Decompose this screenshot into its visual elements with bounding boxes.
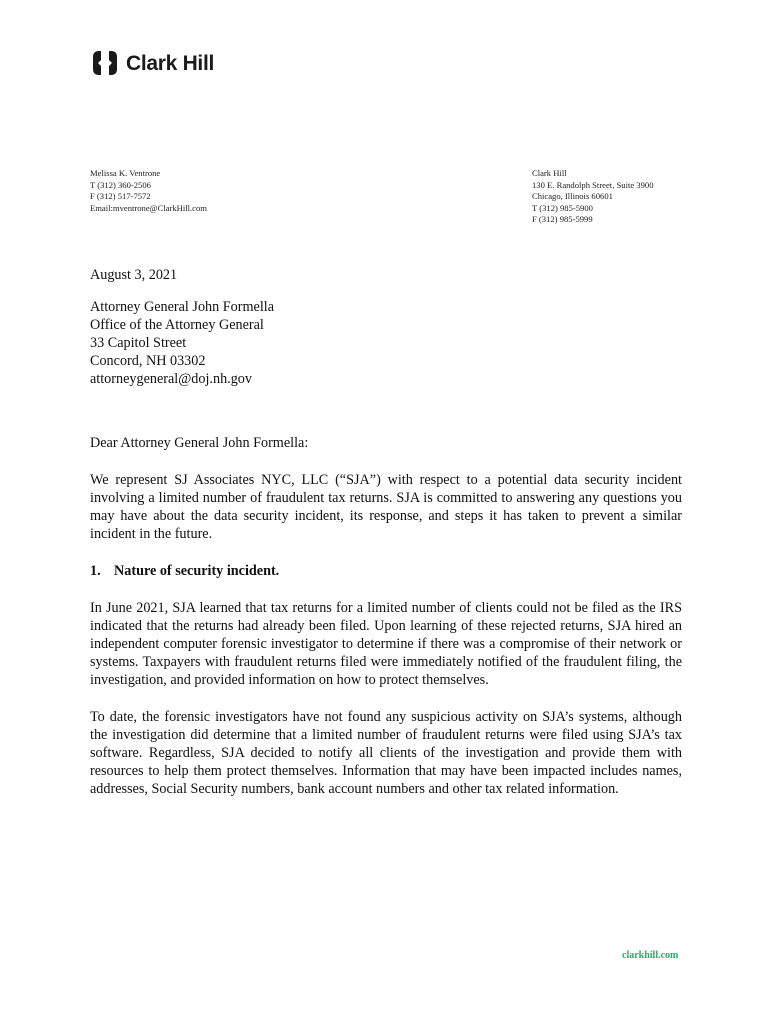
firm-phone: T (312) 985-5900: [532, 202, 593, 213]
section-number: 1.: [90, 563, 101, 579]
intro-paragraph: We represent SJ Associates NYC, LLC (“SJA”) with respect to a potential data security incident involving a limited number of fraudulent tax returns. SJA is committed to answering any questions you may have about the data security incident, its response, and steps it has taken to prevent a similar incident in the future.: [90, 472, 682, 542]
footer-website-link[interactable]: clarkhill.com: [622, 950, 679, 961]
letter-date: August 3, 2021: [90, 267, 178, 283]
section-heading: [90, 562, 682, 580]
recipient-line: 33 Capitol Street: [90, 335, 187, 351]
recipient-line: Attorney General John Formella: [90, 299, 274, 315]
salutation: Dear Attorney General John Formella:: [90, 435, 309, 451]
section-title: Nature of security incident.: [114, 563, 280, 579]
recipient-line: Office of the Attorney General: [90, 317, 264, 333]
letter-body: [90, 266, 682, 817]
recipient-email[interactable]: attorneygeneral@doj.nh.gov: [90, 371, 252, 387]
body-paragraph: In June 2021, SJA learned that tax returns for a limited number of clients could not be filed as the IRS indicated that the returns had already been filed. Upon learning of these rejected returns, SJA hired an independent computer forensic investigator to determine if there was a compromise of their network or systems. Taxpayers with fraudulent returns filed were immediately notified of the fraudulent filing, the investigation, and provided information on how to protect themselves.: [90, 600, 682, 688]
sender-email[interactable]: Email:mventrone@ClarkHill.com: [90, 202, 207, 213]
firm-city: Chicago, Illinois 60601: [532, 191, 613, 202]
firm-name: Clark Hill: [532, 168, 567, 178]
sender-fax: F (312) 517-7572: [90, 191, 151, 202]
body-paragraph: To date, the forensic investigators have not found any suspicious activity on SJA’s systems, although the investigation did determine that a limited number of fraudulent returns were filed using SJA’s tax software. Regardless, SJA decided to notify all clients of the investigation and provide them with resources to help them protect themselves. Information that may have been impacted includes names, addresses, Social Security numbers, bank account numbers and other tax related information.: [90, 709, 682, 797]
logo-wordmark: Clark Hill: [126, 51, 215, 75]
recipient-address: [90, 298, 682, 388]
sender-contact-block: [90, 168, 207, 214]
firm-street: 130 E. Randolph Street, Suite 3900: [532, 179, 654, 190]
sender-name: Melissa K. Ventrone: [90, 168, 161, 178]
sender-phone: T (312) 360-2506: [90, 179, 151, 190]
recipient-line: Concord, NH 03302: [90, 353, 206, 369]
clark-hill-logo-icon: [90, 48, 120, 78]
firm-fax: F (312) 985-5999: [532, 214, 593, 225]
firm-address-block: [532, 168, 654, 226]
clark-hill-logo: [90, 48, 214, 78]
